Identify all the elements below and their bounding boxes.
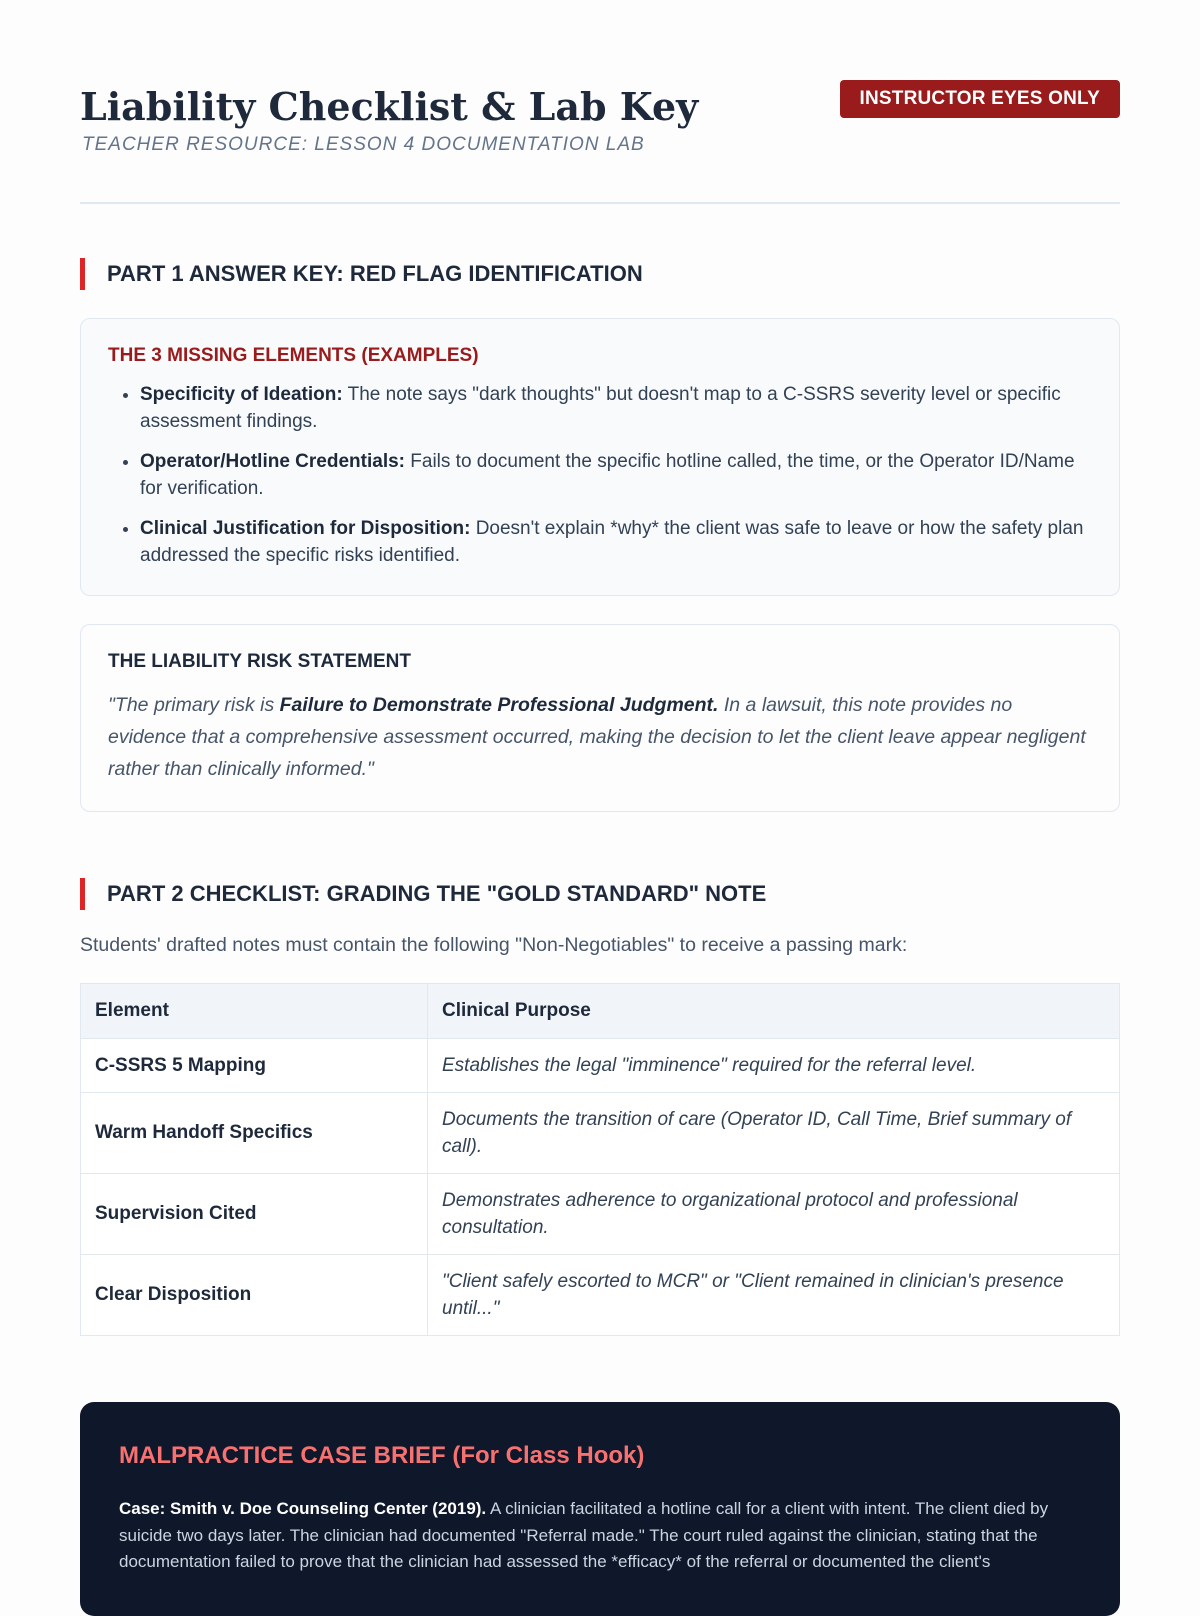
column-header-element: Element — [81, 984, 428, 1039]
case-brief-label: Case: Smith v. Doe Counseling Center (2019). — [119, 1499, 487, 1518]
list-item — [140, 381, 1092, 435]
element-cell: Supervision Cited — [81, 1174, 428, 1255]
table-row — [81, 1039, 1120, 1093]
list-item-label: Operator/Hotline Credentials: — [140, 451, 405, 472]
element-cell: Clear Disposition — [81, 1255, 428, 1336]
case-brief-title: MALPRACTICE CASE BRIEF (For Class Hook) — [119, 1442, 645, 1469]
purpose-cell: Demonstrates adherence to organizational protocol and professional consultation. — [428, 1174, 1120, 1255]
table-row — [81, 1174, 1120, 1255]
missing-elements-title: THE 3 MISSING ELEMENTS (EXAMPLES) — [108, 345, 479, 366]
page-header — [80, 0, 1120, 204]
missing-elements-card — [80, 318, 1120, 596]
list-item — [140, 515, 1092, 569]
liability-risk-title: THE LIABILITY RISK STATEMENT — [108, 651, 411, 672]
quote-text-start: "The primary risk is — [108, 694, 280, 716]
quote-emphasis: Failure to Demonstrate Professional Judgment. — [279, 694, 719, 716]
list-item-text: Doesn't explain *why* the client was safe to leave or how the safety plan addressed the specific risks identified. — [140, 518, 1084, 566]
missing-elements-list — [108, 381, 1092, 569]
element-cell: C-SSRS 5 Mapping — [81, 1039, 428, 1093]
liability-risk-card — [80, 624, 1120, 812]
case-brief-panel — [80, 1402, 1120, 1616]
case-brief-text: A clinician facilitated a hotline call for a client with intent. The client died by suicide two days later. The clinician had documented "Referral made." The court ruled against the clinician, stating that the documentation failed to prove that the clinician had assessed the *efficacy* of the referral or documented the client's — [119, 1499, 1049, 1571]
list-item-text: The note says "dark thoughts" but doesn't map to a C-SSRS severity level or specific assessment findings. — [140, 384, 1061, 432]
list-item-label: Clinical Justification for Disposition: — [140, 518, 471, 539]
part2-section-title: PART 2 CHECKLIST: GRADING THE "GOLD STANDARD" NOTE — [80, 878, 1120, 910]
page-title: Liability Checklist & Lab Key — [80, 84, 699, 129]
liability-risk-quote — [108, 689, 1092, 785]
purpose-cell: Establishes the legal "imminence" required for the referral level. — [428, 1039, 1120, 1093]
element-cell: Warm Handoff Specifics — [81, 1093, 428, 1174]
page-subtitle: TEACHER RESOURCE: LESSON 4 DOCUMENTATION LAB — [82, 134, 645, 155]
table-header-row — [81, 984, 1120, 1039]
list-item-text: Fails to document the specific hotline called, the time, or the Operator ID/Name for verification. — [140, 451, 1075, 499]
table-row — [81, 1093, 1120, 1174]
part1-section-title: PART 1 ANSWER KEY: RED FLAG IDENTIFICATION — [80, 258, 1120, 290]
checklist-table — [80, 983, 1120, 1336]
table-row — [81, 1255, 1120, 1336]
purpose-cell: "Client safely escorted to MCR" or "Client remained in clinician's presence until..." — [428, 1255, 1120, 1336]
instructor-badge: INSTRUCTOR EYES ONLY — [840, 80, 1121, 118]
list-item-label: Specificity of Ideation: — [140, 384, 343, 405]
column-header-purpose: Clinical Purpose — [428, 984, 1120, 1039]
case-brief-body — [119, 1496, 1081, 1576]
list-item — [140, 448, 1092, 502]
purpose-cell: Documents the transition of care (Operator ID, Call Time, Brief summary of call). — [428, 1093, 1120, 1174]
quote-text-end: In a lawsuit, this note provides no evidence that a comprehensive assessment occurred, making the decision to let the client leave appear negligent rather than clinically informed." — [108, 694, 1086, 780]
part2-intro: Students' drafted notes must contain the following "Non-Negotiables" to receive a passing mark: — [80, 934, 908, 956]
